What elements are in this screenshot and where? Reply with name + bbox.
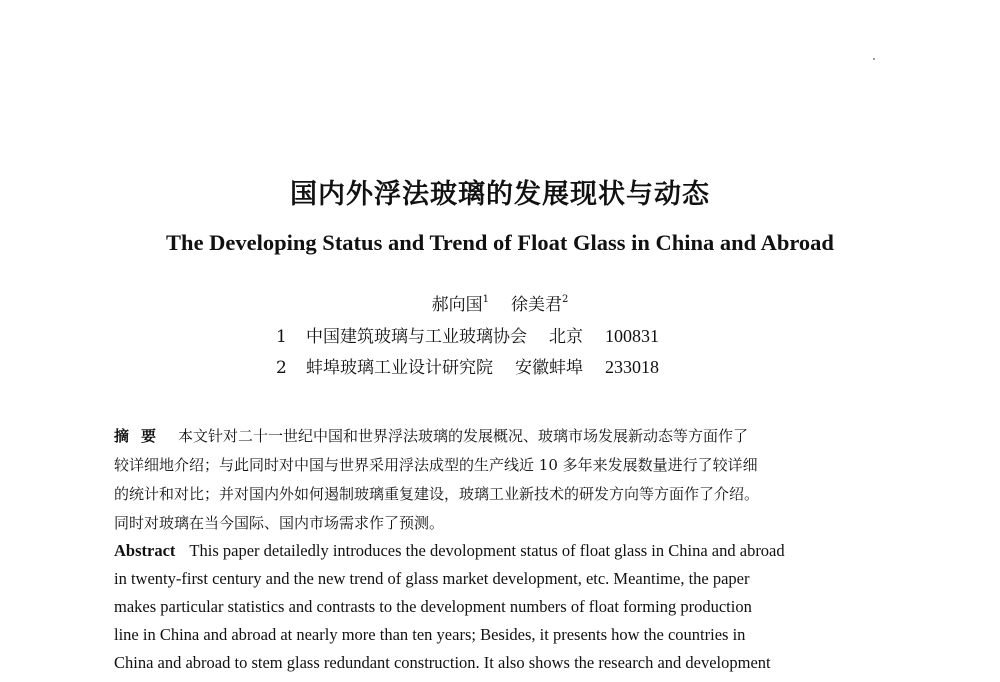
author-name: 徐美君 <box>511 295 562 315</box>
affiliation-org: 中国建筑玻璃与工业玻璃协会 <box>306 327 527 347</box>
abstract-en-line: line in China and abroad at nearly more than ten years; Besides, it presents how the countries in <box>114 625 746 644</box>
abstract-en-line: Abstract This paper detailedly introduces the devolopment status of float glass in China and abroad <box>114 541 785 560</box>
title-english: The Developing Status and Trend of Float Glass in China and Abroad <box>166 230 834 255</box>
author-name: 郝向国 <box>431 295 483 315</box>
author-line <box>0 290 1000 315</box>
abstract-english <box>114 537 884 677</box>
affiliation-zip: 100831 <box>605 326 659 346</box>
abstract-en-label: Abstract <box>114 541 176 560</box>
affiliation-line <box>276 322 659 347</box>
author-affil-mark: 2 <box>562 294 569 305</box>
affiliation-zip: 233018 <box>605 357 659 377</box>
affiliation-number: 1 <box>276 327 287 347</box>
abstract-en-line: makes particular statistics and contrasts to the development numbers of float forming production <box>114 597 752 616</box>
abstract-chinese <box>114 422 884 538</box>
title-chinese: 国内外浮法玻璃的发展现状与动态 <box>290 179 710 210</box>
abstract-cn-line: 同时对玻璃在当今国际、国内市场需求作了预测。 <box>114 514 445 532</box>
affiliation-org: 蚌埠玻璃工业设计研究院 <box>306 358 493 378</box>
abstract-cn-line: 的统计和对比；并对国内外如何遏制玻璃重复建设，玻璃工业新技术的研发方向等方面作了介绍。 <box>114 485 760 503</box>
affiliation-number: 2 <box>276 358 287 378</box>
affiliation-city: 北京 <box>549 327 583 347</box>
affiliation-city: 安徽蚌埠 <box>515 358 583 378</box>
affiliation-line <box>276 353 659 378</box>
abstract-en-line: in twenty-first century and the new trend of glass market development, etc. Meantime, the paper <box>114 569 750 588</box>
author-affil-mark: 1 <box>482 294 489 305</box>
abstract-cn-line: 摘要 本文针对二十一世纪中国和世界浮法玻璃的发展概况、玻璃市场发展新动态等方面作了 <box>114 427 749 445</box>
abstract-cn-line: 较详细地介绍；与此同时对中国与世界采用浮法成型的生产线近 10 多年来发展数量进行了较详细 <box>114 456 758 474</box>
abstract-cn-label: 摘要 <box>114 427 169 445</box>
abstract-en-line: China and abroad to stem glass redundant construction. It also shows the research and development <box>114 653 771 672</box>
scan-speck <box>873 58 875 60</box>
